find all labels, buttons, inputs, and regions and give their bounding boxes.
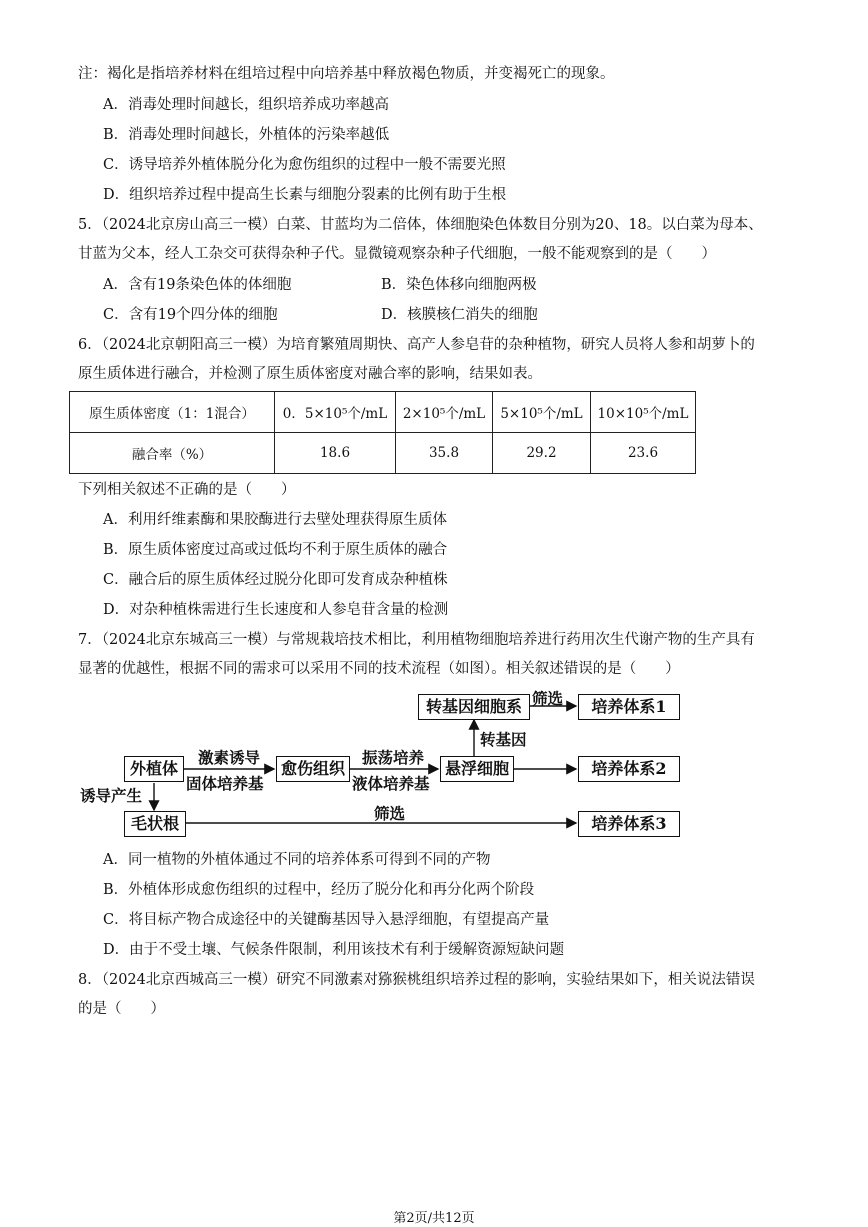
flow-diagram — [78, 686, 698, 846]
table-cell: 35.8 — [396, 433, 493, 474]
hairy-root-box: 毛状根 — [124, 811, 186, 837]
q6-question: 下列相关叙述不正确的是（ ） — [78, 482, 296, 498]
q6-option-b: B．原生质体密度过高或过低均不利于原生质体的融合 — [103, 542, 448, 558]
culture-system-1-box: 培养体系1 — [578, 694, 680, 720]
table-cell: 23.6 — [591, 433, 696, 474]
fusion-rate-table — [69, 391, 696, 474]
q6-option-c: C．融合后的原生质体经过脱分化即可发育成杂种植株 — [103, 572, 448, 588]
label-induced: 诱导产生 — [80, 786, 143, 805]
table-cell: 29.2 — [493, 433, 591, 474]
label-screening-3: 筛选 — [374, 804, 406, 823]
table-cell: 18.6 — [275, 433, 396, 474]
q8-stem-line1: 8．（2024北京西城高三一模）研究不同激素对猕猴桃组织培养过程的影响，实验结果如下，相关说法错误 — [78, 972, 755, 988]
q7-option-c: C．将目标产物合成途径中的关键酶基因导入悬浮细胞，有望提高产量 — [103, 912, 550, 928]
explant-box: 外植体 — [124, 756, 184, 782]
table-header-cell: 2×10⁵个/mL — [396, 392, 493, 433]
note-text: 注：褐化是指培养材料在组培过程中向培养基中释放褐色物质，并变褐死亡的现象。 — [78, 66, 615, 82]
table-header-cell: 10×10⁵个/mL — [591, 392, 696, 433]
culture-system-2-box: 培养体系2 — [578, 756, 680, 782]
q5-option-b: B．染色体移向细胞两极 — [381, 277, 537, 293]
label-solid-medium: 固体培养基 — [186, 774, 264, 793]
label-screening-1: 筛选 — [532, 689, 564, 708]
q4-option-c: C．诱导培养外植体脱分化为愈伤组织的过程中一般不需要光照 — [103, 157, 506, 173]
q4-option-a: A．消毒处理时间越长，组织培养成功率越高 — [103, 97, 389, 113]
q6-option-a: A．利用纤维素酶和果胶酶进行去壁处理获得原生质体 — [103, 512, 447, 528]
suspension-cell-box: 悬浮细胞 — [440, 756, 514, 782]
table-header-cell: 5×10⁵个/mL — [493, 392, 591, 433]
q7-option-b: B．外植体形成愈伤组织的过程中，经历了脱分化和再分化两个阶段 — [103, 882, 535, 898]
q8-stem-line2: 的是（ ） — [78, 1001, 165, 1017]
table-header-row — [70, 392, 696, 433]
q5-stem-line2: 甘蓝为父本，经人工杂交可获得杂种子代。显微镜观察杂种子代细胞，一般不能观察到的是（ ） — [78, 246, 716, 262]
page-footer: 第2页/共12页 — [393, 1211, 475, 1226]
table-row — [70, 433, 696, 474]
culture-system-3-box: 培养体系3 — [578, 811, 680, 837]
q5-stem-line1: 5．（2024北京房山高三一模）白菜、甘蓝均为二倍体，体细胞染色体数目分别为20、18。以白菜为母本、 — [78, 217, 763, 233]
q5-option-c: C．含有19个四分体的细胞 — [103, 307, 278, 323]
label-hormone-induction: 激素诱导 — [198, 748, 261, 767]
callus-box: 愈伤组织 — [276, 756, 350, 782]
label-liquid-medium: 液体培养基 — [352, 774, 430, 793]
q7-option-d: D．由于不受土壤、气候条件限制，利用该技术有利于缓解资源短缺问题 — [103, 942, 565, 958]
table-cell: 融合率（%） — [70, 433, 275, 474]
label-transgene: 转基因 — [480, 730, 527, 749]
q6-stem-line1: 6．（2024北京朝阳高三一模）为培育繁殖周期快、高产人参皂苷的杂种植物，研究人员将人参和胡萝卜的 — [78, 337, 755, 353]
q5-option-a: A．含有19条染色体的体细胞 — [103, 277, 292, 293]
table-header-cell: 0．5×10⁵个/mL — [275, 392, 396, 433]
q6-stem-line2: 原生质体进行融合，并检测了原生质体密度对融合率的影响，结果如表。 — [78, 366, 542, 382]
q5-option-d: D．核膜核仁消失的细胞 — [381, 307, 538, 323]
q6-option-d: D．对杂种植株需进行生长速度和人参皂苷含量的检测 — [103, 602, 449, 618]
transgenic-cell-line-box: 转基因细胞系 — [418, 694, 530, 720]
q4-option-d: D．组织培养过程中提高生长素与细胞分裂素的比例有助于生根 — [103, 187, 507, 203]
q7-stem-line1: 7．（2024北京东城高三一模）与常规栽培技术相比，利用植物细胞培养进行药用次生代谢产物的生产具有 — [78, 632, 755, 648]
q4-option-b: B．消毒处理时间越长，外植体的污染率越低 — [103, 127, 390, 143]
q7-option-a: A．同一植物的外植体通过不同的培养体系可得到不同的产物 — [103, 852, 491, 868]
q7-stem-line2: 显著的优越性，根据不同的需求可以采用不同的技术流程（如图）。相关叙述错误的是（ ） — [78, 661, 680, 677]
label-shake-culture: 振荡培养 — [362, 748, 425, 767]
table-header-cell: 原生质体密度（1：1混合） — [70, 392, 275, 433]
